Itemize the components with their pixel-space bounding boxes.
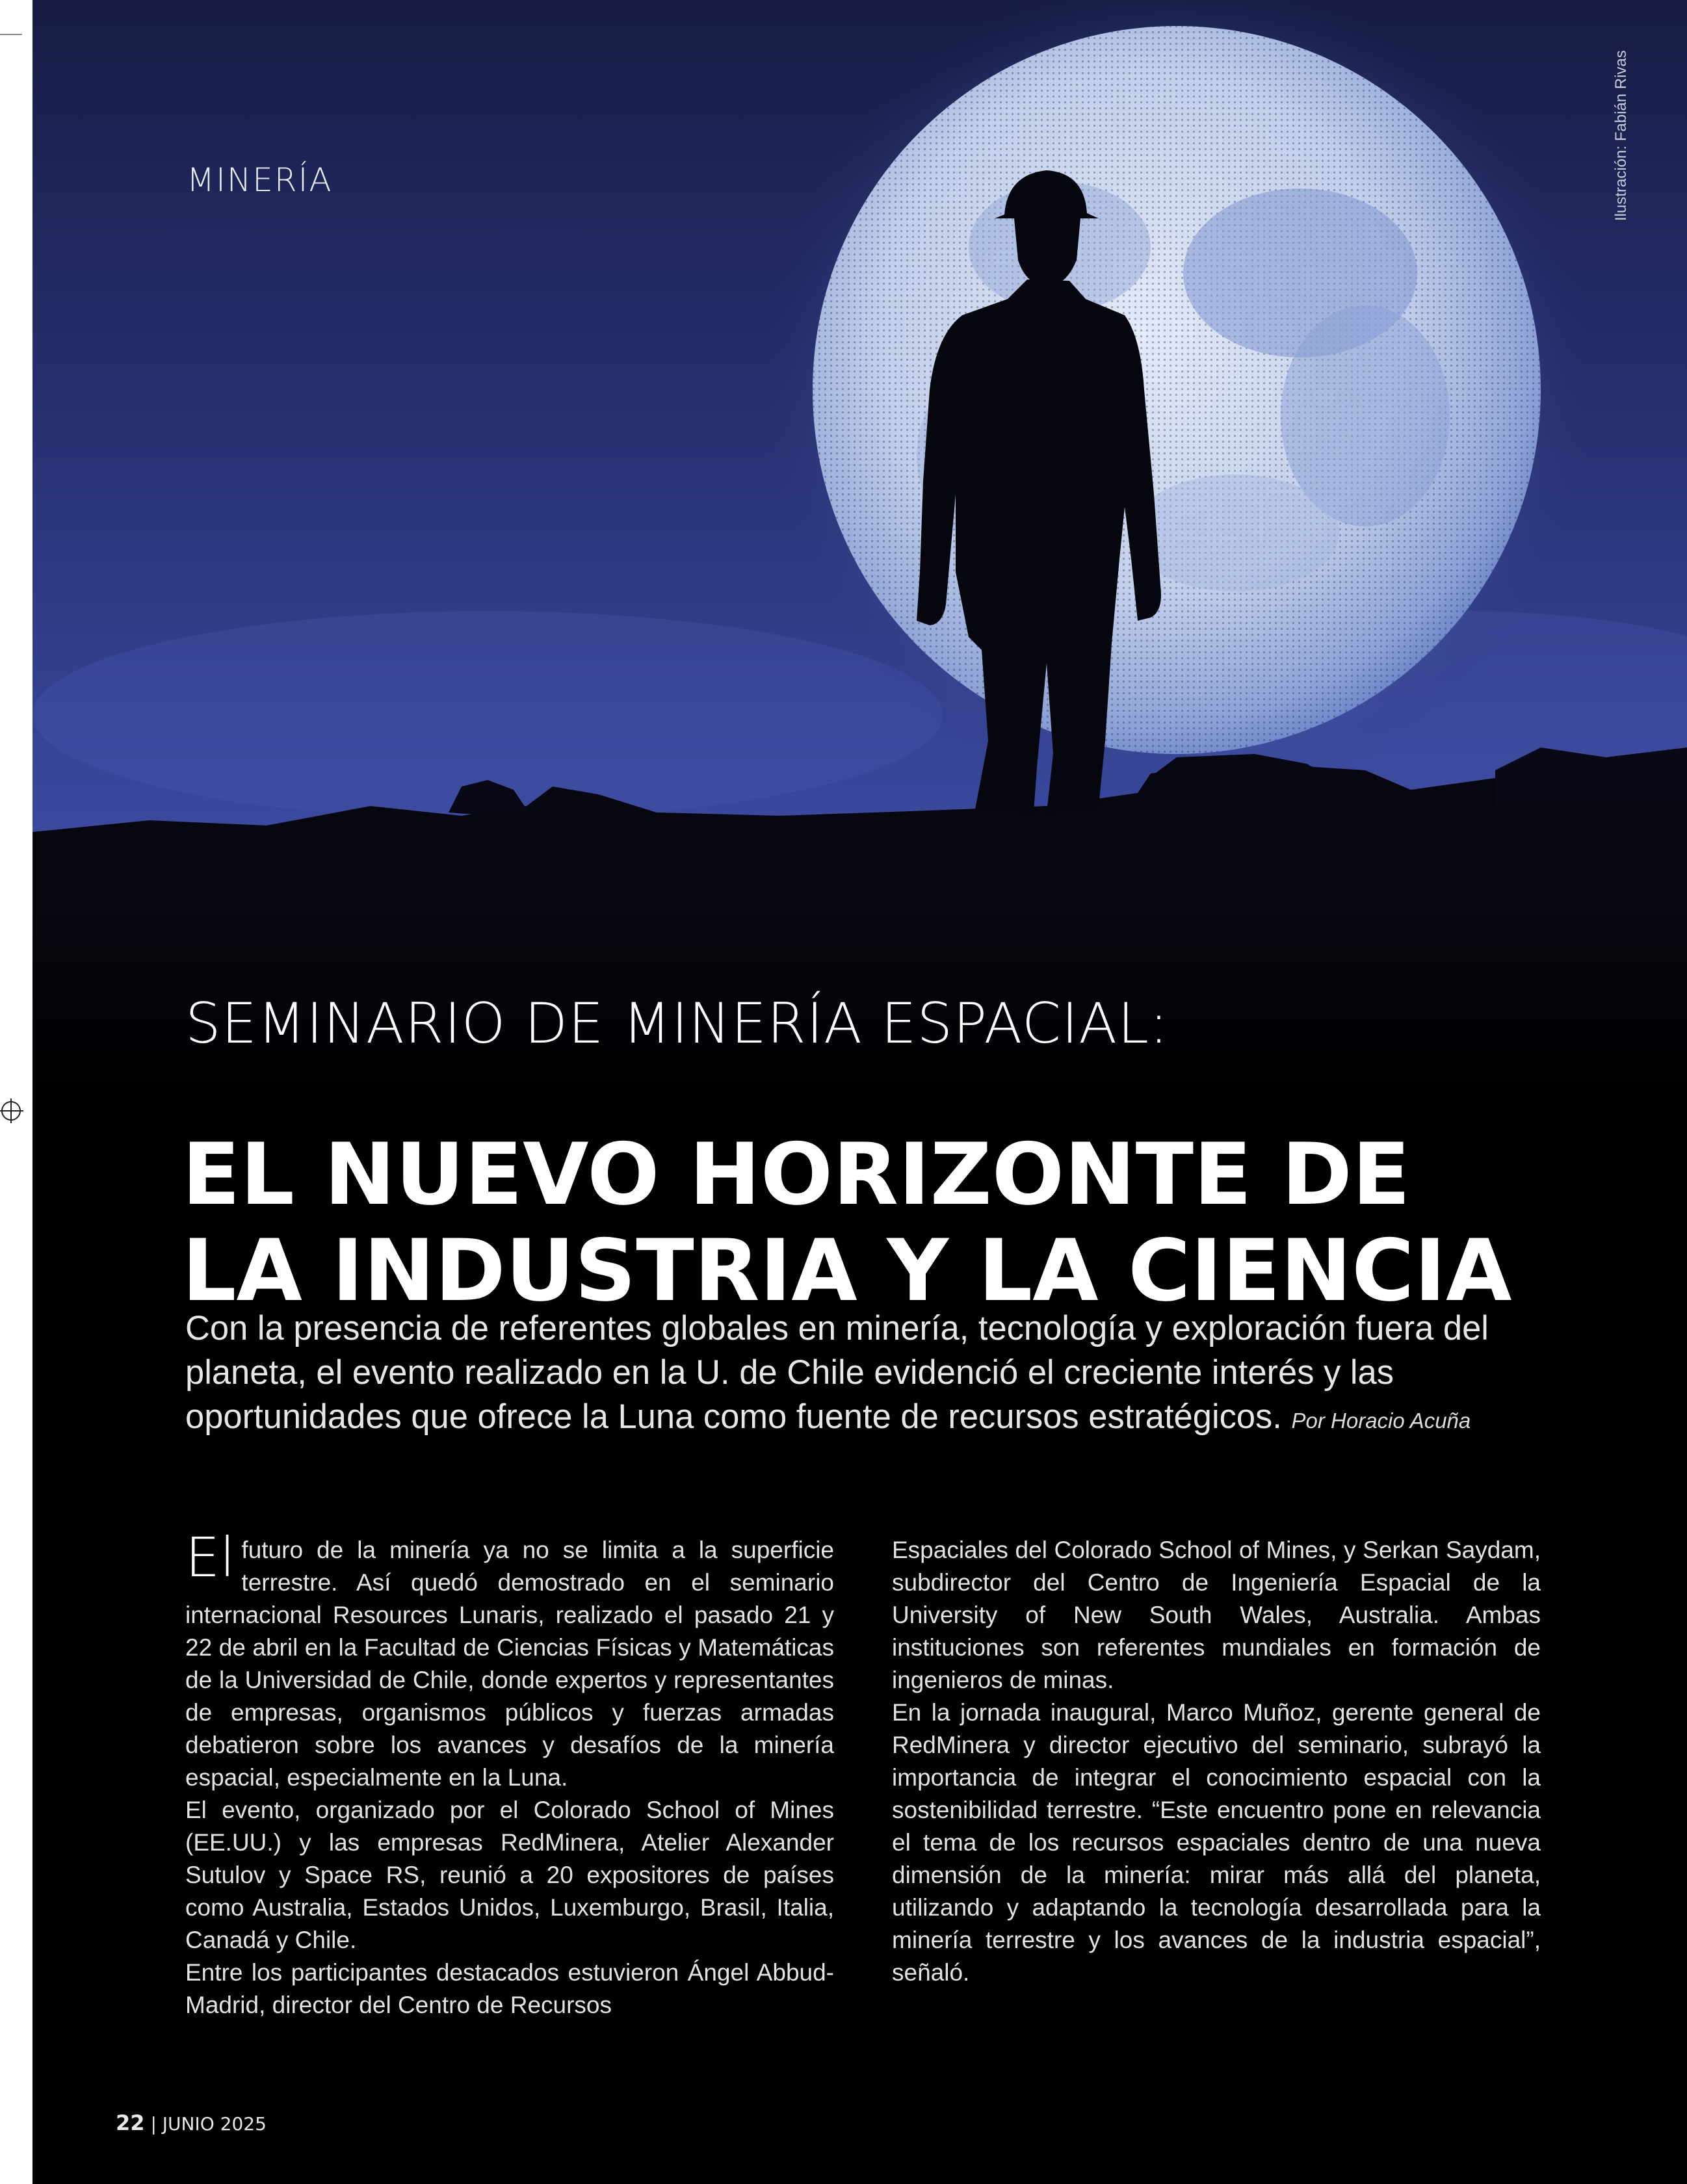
- registration-mark-icon: [1, 1101, 21, 1121]
- headline-line-2: LA INDUSTRIA Y LA CIENCIA: [182, 1220, 1512, 1320]
- page-margin: [0, 0, 33, 2184]
- article-kicker: SEMINARIO DE MINERÍA ESPACIAL:: [185, 991, 1169, 1056]
- article-standfirst: [185, 1306, 1524, 1443]
- crop-mark: [0, 34, 22, 35]
- byline: Por Horacio Acuña: [1291, 1409, 1471, 1433]
- body-paragraph: Espaciales del Colorado School of Mines, y Serkan Saydam, subdirector del Centro de Ingeniería Espacial de la University of New South Wales, Australia. Ambas instituciones son referentes mundiales en formación de ingenieros de minas.: [892, 1537, 1541, 1693]
- body-paragraph: Entre los participantes destacados estuvieron Ángel Abbud-Madrid, director del Centro de Recursos: [185, 1959, 834, 2018]
- body-paragraph: El evento, organizado por el Colorado School of Mines (EE.UU.) y las empresas RedMinera, Atelier Alexander Sutulov y Space RS, reunió a 20 expositores de países como Australia, Estados Unidos, Luxemburgo, Brasil, Italia, Canadá y Chile.: [185, 1797, 834, 1953]
- body-paragraph: En la jornada inaugural, Marco Muñoz, gerente general de RedMinera y director ejecutivo del seminario, subrayó la importancia de integrar el conocimiento espacial con la sostenibilidad terrestre. “Este encuentro pone en relevancia el tema de los recursos espaciales dentro de una nueva dimensión de la minería: mirar más allá del planeta, utilizando y adaptando la tecnología desarrollada para la minería terrestre y los avances de la industria espacial”, señaló.: [892, 1699, 1541, 1986]
- magazine-page: [33, 0, 1687, 2184]
- footer-separator: |: [150, 2113, 157, 2135]
- standfirst-text: Con la presencia de referentes globales en minería, tecnología y exploración fuera del planeta, el evento realizado en la U. de Chile evidenció el creciente interés y las oportunidades que ofrece la Luna como fuente de recursos estratégicos.: [185, 1309, 1489, 1436]
- page-footer: [116, 2111, 267, 2135]
- issue-date: JUNIO 2025: [162, 2113, 267, 2135]
- headline-line-1: EL NUEVO HORIZONTE DE: [182, 1124, 1411, 1224]
- body-paragraph: El futuro de la minería ya no se limita a la superficie terrestre. Así quedó demostrado en el seminario internacional Resources Lunaris, realizado el pasado 21 y 22 de abril en la Facultad de Ciencias Físicas y Matemáticas de la Universidad de Chile, donde expertos y representantes de empresas, organismos públicos y fuerzas armadas debatieron sobre los avances y desafíos de la minería espacial, especialmente en la Luna.: [185, 1526, 834, 1791]
- section-label: MINERÍA: [187, 161, 333, 199]
- photo-credit: Ilustración: Fabián Rivas: [1612, 50, 1630, 221]
- body-column-left: [185, 1526, 834, 2022]
- drop-cap: El: [185, 1526, 235, 1589]
- page-number: 22: [116, 2111, 145, 2135]
- article-headline: [182, 1126, 1511, 1319]
- body-column-right: [892, 1534, 1541, 1989]
